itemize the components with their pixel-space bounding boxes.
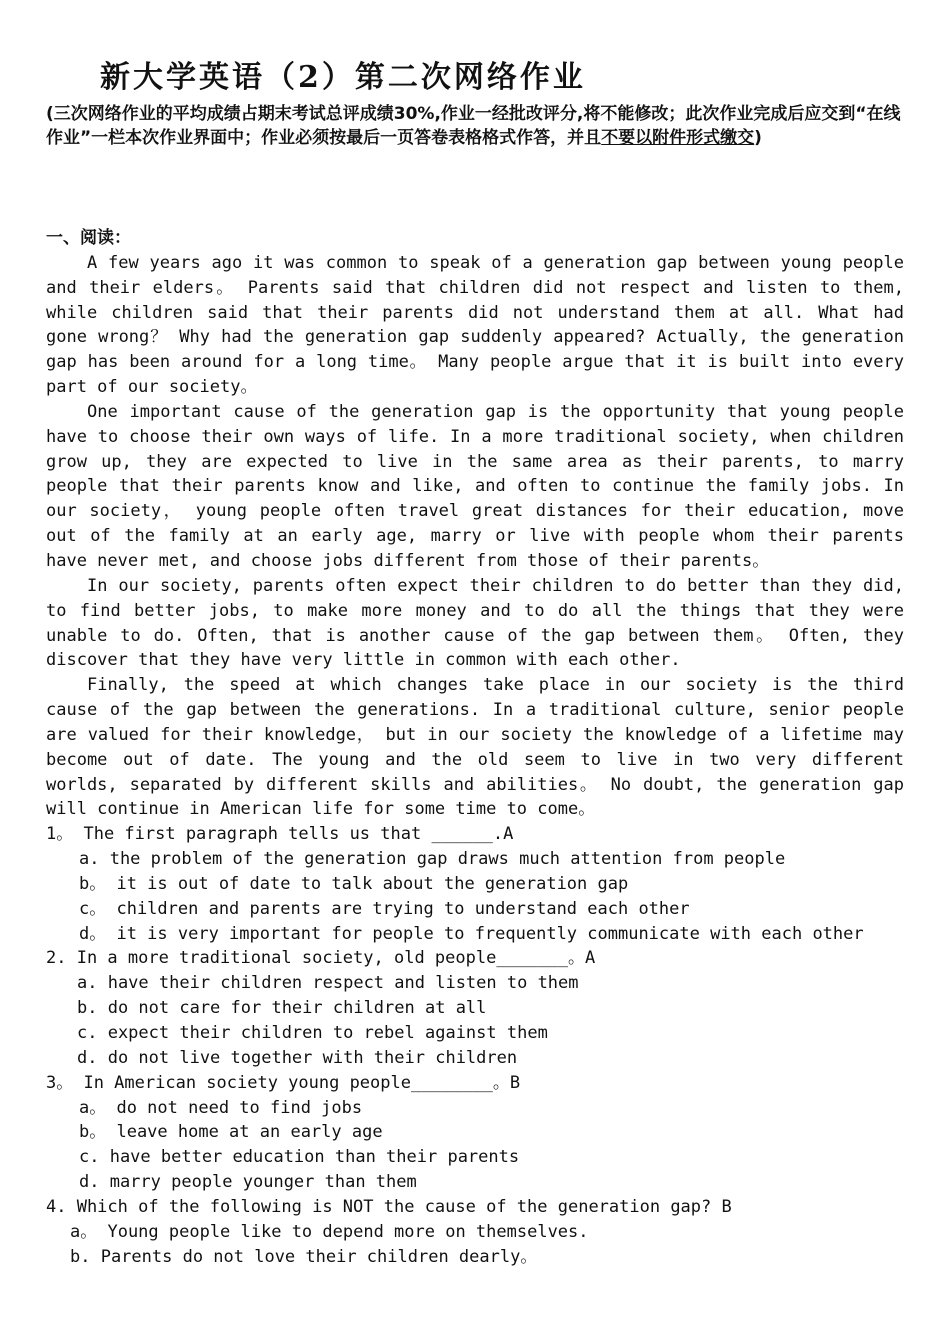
question-option: c. expect their children to rebel against them bbox=[77, 1023, 548, 1043]
question-option: c。 children and parents are trying to understand each other bbox=[79, 898, 690, 919]
question-option: d. do not live together with their children bbox=[77, 1047, 518, 1068]
question-stem: 1。 The first paragraph tells us that ______.A bbox=[46, 824, 514, 845]
notice-text: (三次网络作业的平均成绩占期末考试总评成绩30%,作业一经批改评分,将不能修改；此次作业完成后应交到“在线作业”一栏本次作业界面中；作业必须按最后一页答卷表格格式作答，并且 bbox=[46, 104, 901, 148]
section-heading: 一、阅读： bbox=[46, 228, 131, 248]
passage-paragraph-1: A few years ago it was common to speak of a generation gap between young people and their elders。 Parents said that children did not respect and listen to them, while children said that their parents did not understand them at all. What had gone wrong？ Why had the generation gap suddenly appeared? Actually, the generation gap has been around for a long time。 Many people argue that it is built into every part of our society。 bbox=[46, 252, 904, 398]
reading-section bbox=[46, 226, 904, 1269]
question-2 bbox=[46, 946, 904, 1070]
notice-underlined-text: 不要以附件形式缴交 bbox=[601, 128, 755, 148]
question-option: d。 it is very important for people to frequently communicate with each other bbox=[79, 923, 864, 944]
question-option: b。 it is out of date to talk about the generation gap bbox=[79, 873, 629, 894]
question-option: a. the problem of the generation gap draws much attention from people bbox=[79, 849, 786, 870]
assignment-notice bbox=[46, 102, 904, 150]
question-4 bbox=[46, 1195, 904, 1270]
passage-paragraph-2: One important cause of the generation gap is the opportunity that young people have to choose their own ways of life. In a more traditional society, when children grow up, they are expected to live in the same area as their parents, to marry people that their parents know and like, and often to continue the family jobs. In our society， young people often travel great distances for their education, move out of the family at an early age, marry or live with people whom their parents have never met, and choose jobs different from those of their parents。 bbox=[46, 401, 904, 571]
passage-paragraph-4: Finally, the speed at which changes take place in our society is the third cause of the gap between the generations. In a traditional culture, senior people are valued for their knowledge， but in our society the knowledge of a lifetime may become out of date. The young and the old seem to live in two very different worlds, separated by different skills and abilities。 No doubt, the generation gap will continue in American life for some time to come。 bbox=[46, 675, 904, 820]
question-option: d. marry people younger than them bbox=[79, 1172, 417, 1193]
passage-paragraph-3: In our society, parents often expect their children to do better than they did, to find better jobs, to make more money and to do all the things that they were unable to do. Often, that is another cause of the gap between them。 Often, they discover that they have very little in common with each other. bbox=[46, 575, 904, 671]
question-option: b. Parents do not love their children dearly。 bbox=[70, 1246, 538, 1267]
question-option: b. do not care for their children at all bbox=[77, 998, 487, 1019]
question-stem: 3。 In American society young people________。B bbox=[46, 1072, 521, 1093]
question-option: a. have their children respect and listen to them bbox=[77, 973, 579, 994]
question-1 bbox=[46, 822, 904, 946]
question-3 bbox=[46, 1071, 904, 1195]
question-stem: 4. Which of the following is NOT the cause of the generation gap? B bbox=[46, 1196, 732, 1217]
notice-closing: ) bbox=[754, 128, 762, 148]
question-option: b。 leave home at an early age bbox=[79, 1122, 383, 1143]
page-title: 新大学英语（2）第二次网络作业 bbox=[100, 60, 586, 95]
question-option: a。 Young people like to depend more on themselves. bbox=[70, 1221, 589, 1242]
question-option: a。 do not need to find jobs bbox=[79, 1097, 363, 1118]
question-option: c. have better education than their parents bbox=[79, 1147, 520, 1168]
question-stem: 2. In a more traditional society, old people_______。A bbox=[46, 948, 596, 969]
